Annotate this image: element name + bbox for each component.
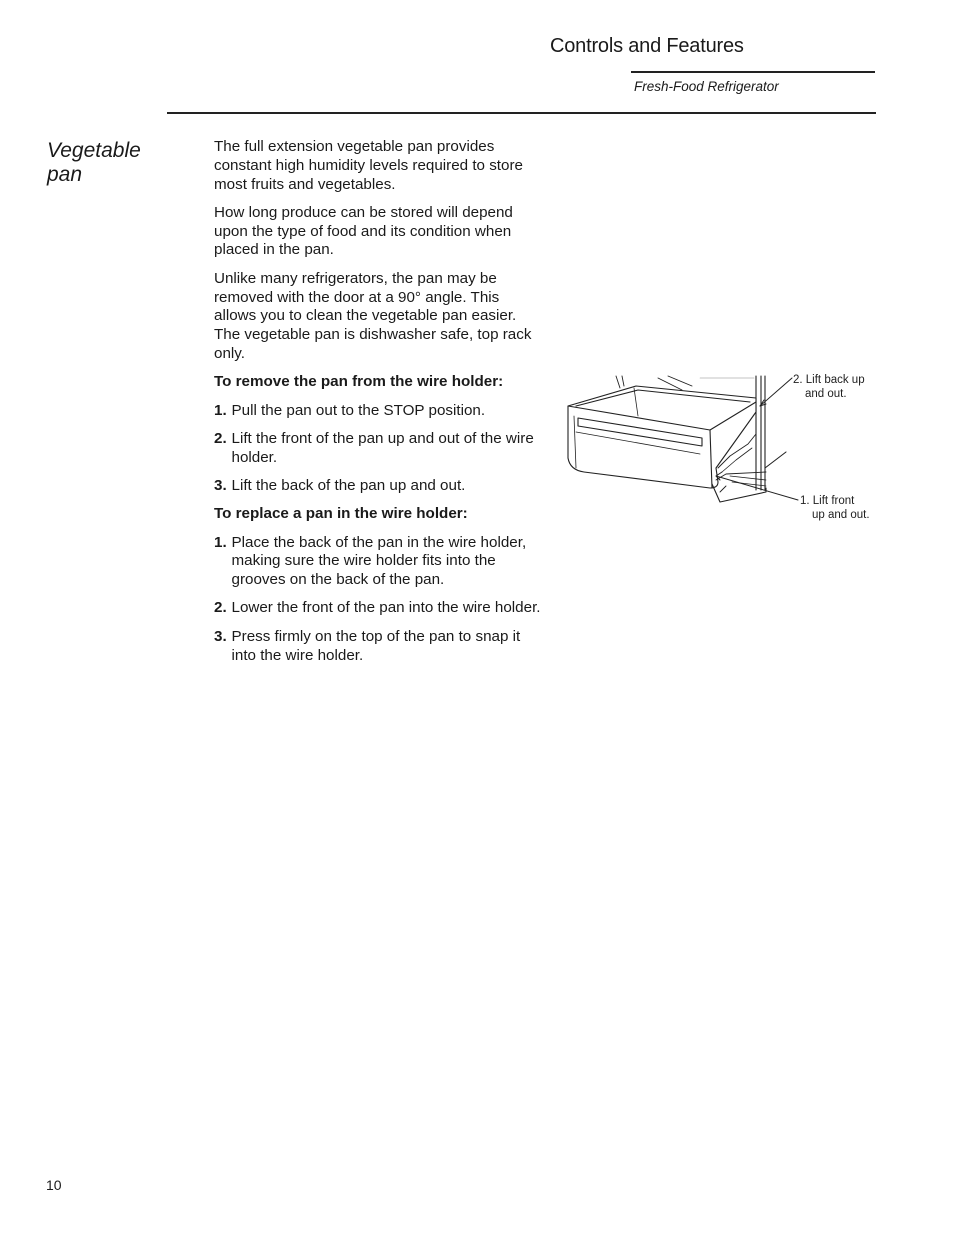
step-text: Lower the front of the pan into the wire holder. [231,599,541,617]
callout-line: 1. Lift front [800,495,855,507]
remove-step [214,402,544,421]
replace-step [214,599,544,618]
step-number: 3. [214,476,227,494]
step-number: 1. [214,401,227,419]
step-number: 2. [214,599,227,617]
page-header-subtitle: Fresh-Food Refrigerator [634,79,779,94]
section-title-line1: Vegetable [47,139,141,162]
paragraph: The full extension vegetable pan provides constant high humidity levels required to store most fruits and vegetables. [214,138,523,193]
callout-line: and out. [805,388,847,400]
step-text: Lift the back of the pan up and out. [231,476,466,494]
step-text: Lift the front of the pan up and out of the wire holder. [231,429,534,466]
header-rule-long [167,112,876,114]
section-title [47,139,167,187]
remove-heading: To remove the pan from the wire holder: [214,373,504,391]
callout-line: 2. Lift back up [793,374,865,386]
step-text: Place the back of the pan in the wire holder, making sure the wire holder fits into the grooves on the back of the pan. [231,533,527,589]
step-number: 2. [214,429,227,447]
step-text: Pull the pan out to the STOP position. [231,401,486,419]
replace-heading: To replace a pan in the wire holder: [214,505,468,523]
paragraph: Unlike many refrigerators, the pan may be removed with the door at a 90° angle. This allows you to clean the vegetable pan easier. The vegetable pan is dishwasher safe, top rack only. [214,269,532,362]
header-rule-short [631,71,875,73]
step-number: 3. [214,627,227,645]
callout-lift-front [800,494,870,522]
step-text: Press firmly on the top of the pan to snap it into the wire holder. [231,627,521,664]
step-number: 1. [214,533,227,551]
remove-step [214,430,544,468]
page-number: 10 [46,1177,62,1193]
section-title-line2: pan [47,163,83,186]
replace-step [214,534,544,590]
paragraph: How long produce can be stored will depend upon the type of food and its condition when placed in the pan. [214,203,513,259]
callout-lift-back [793,373,865,401]
body-column [214,138,544,675]
replace-step [214,628,544,666]
remove-step [214,477,544,496]
callout-line: up and out. [812,509,870,521]
page-header-title: Controls and Features [550,35,744,57]
